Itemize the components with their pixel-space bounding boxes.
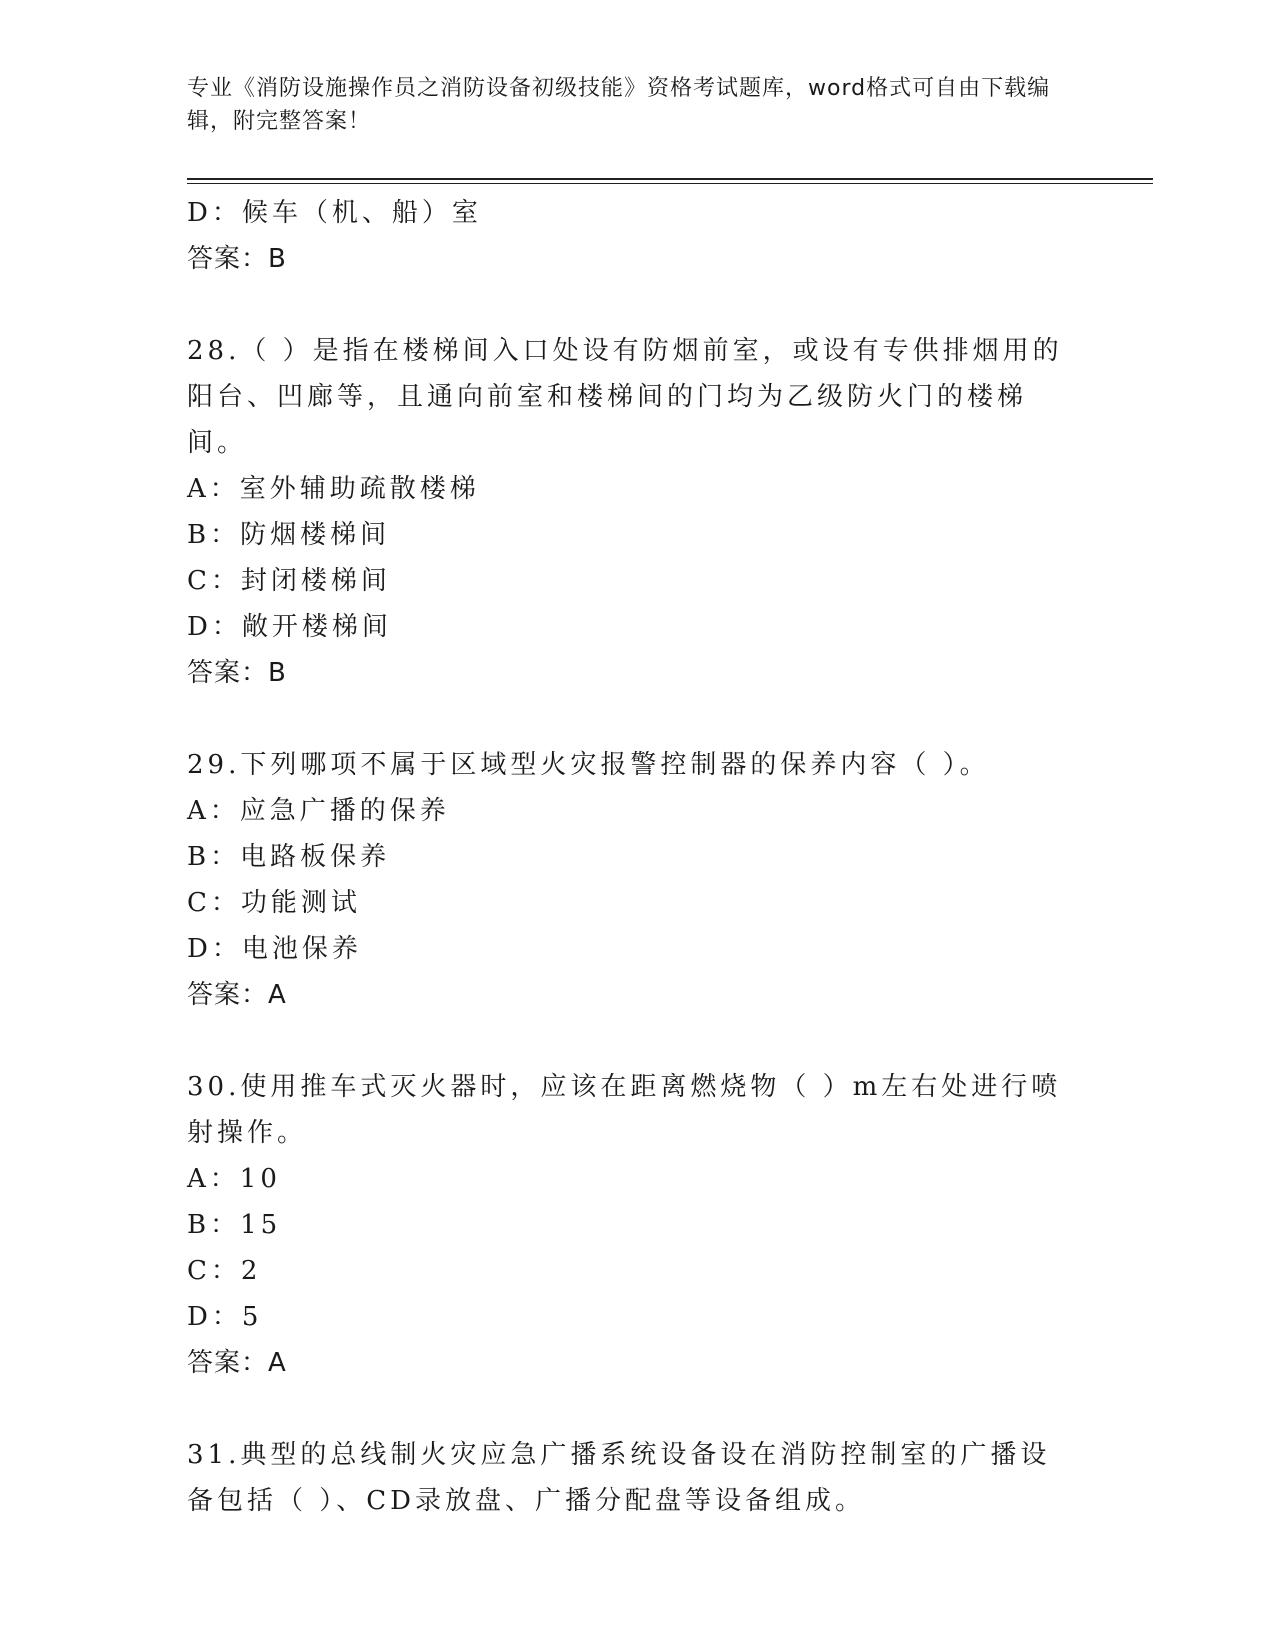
question-stem: 31.典型的总线制火灾应急广播系统设备设在消防控制室的广播设备包括（ ）、CD录放盘、广播分配盘等设备组成。 [187,1440,1051,1516]
question-31 [187,1432,1067,1524]
option-b: B：15 [187,1210,282,1240]
option-d: D：电池保养 [187,934,362,964]
carryover-option-d: D：候车（机、船）室 [187,198,482,228]
answer: 答案：A [187,1348,287,1378]
question-stem: 30.使用推车式灭火器时，应该在距离燃烧物（ ）m左右处进行喷射操作。 [187,1072,1062,1148]
answer: 答案：B [187,658,287,688]
header-rule-thick [187,178,1153,180]
question-28 [187,328,1067,696]
option-b: B：电路板保养 [187,842,391,872]
option-c: C：封闭楼梯间 [187,566,391,596]
answer: 答案：A [187,980,287,1010]
header-rule-thin [187,183,1153,184]
option-c: C：2 [187,1256,262,1286]
option-a: A：10 [187,1164,281,1194]
option-d: D：敞开楼梯间 [187,612,392,642]
option-d: D：5 [187,1302,263,1332]
document-header: 专业《消防设施操作员之消防设备初级技能》资格考试题库，word格式可自由下载编辑，附完整答案！ [187,76,1051,134]
carryover-answer: 答案：B [187,244,287,274]
option-a: A：室外辅助疏散楼梯 [187,474,480,504]
option-b: B：防烟楼梯间 [187,520,391,550]
option-a: A：应急广播的保养 [187,796,450,826]
option-c: C：功能测试 [187,888,361,918]
question-stem: 28.（ ）是指在楼梯间入口处设有防烟前室，或设有专供排烟用的阳台、凹廊等，且通向前室和楼梯间的门均为乙级防火门的楼梯间。 [187,336,1063,458]
question-30 [187,1064,1067,1386]
question-stem: 29.下列哪项不属于区域型火灾报警控制器的保养内容（ ）。 [187,750,990,780]
question-29 [187,742,1067,1018]
document-body [187,190,1067,1524]
